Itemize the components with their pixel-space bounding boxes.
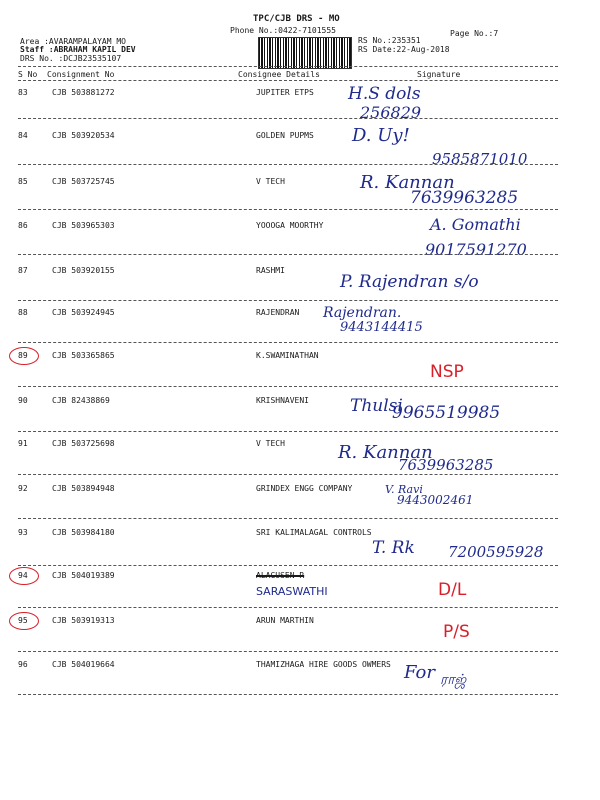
row-signature: V. Ravi [385,483,423,496]
row-sno: 88 [18,308,28,317]
row-signature-note: 7200595928 [448,543,544,561]
row-sno: 91 [18,439,28,448]
row-sno: 95 [18,616,28,625]
row-consignment: CJB 503920534 [52,131,115,140]
row-divider [18,342,558,343]
row-sno: 85 [18,177,28,186]
row-sno: 93 [18,528,28,537]
row-signature: T. Rk [372,538,415,558]
row-sno: 86 [18,221,28,230]
row-consignee: RASHMI [256,266,285,275]
row-consignee: ALAGUSEN R [256,571,305,580]
row-sno: 84 [18,131,28,140]
row-signature: R. Kannan [360,172,455,193]
row-consignment: CJB 503881272 [52,88,115,97]
row-consignment: CJB 503965303 [52,221,115,230]
row-consignee: GRINDEX ENGG COMPANY [256,484,353,493]
row-signature: P/S [443,622,470,642]
row-signature: D/L [438,580,467,600]
page-number: Page No.:7 [450,29,499,38]
row-consignment: CJB 503920155 [52,266,115,275]
row-signature: P. Rajendran s/o [340,272,479,292]
row-divider [18,651,558,652]
row-consignee: ARUN MARTHIN [256,616,314,625]
row-consignee: V TECH [256,177,285,186]
barcode-image [258,37,352,69]
phone-number: Phone No.:0422-7101555 [230,26,336,35]
row-consignment: CJB 504019664 [52,660,115,669]
rs-number: RS No.:235351 [358,36,421,45]
row-signature-note: 9585871010 [432,150,528,168]
row-signature-note: SARASWATHI [256,585,328,598]
row-divider [18,164,558,165]
rs-date: RS Date:22-Aug-2018 [358,45,450,54]
header-divider-bottom [18,80,558,81]
row-divider [18,300,558,301]
staff-label: Staff :ABRAHAM KAPIL DEV [20,45,136,54]
row-signature: H.S dols [348,84,421,104]
row-signature: For [404,662,435,683]
row-signature-note: 9017591270 [425,240,527,259]
row-sno: 89 [18,351,28,360]
row-divider [18,209,558,210]
row-consignee: V TECH [256,439,285,448]
row-signature-note: 9443144415 [340,320,423,335]
row-divider [18,694,558,695]
area-label: Area :AVARAMPALAYAM MO [20,37,126,46]
row-divider [18,254,558,255]
row-consignment: CJB 503725745 [52,177,115,186]
row-signature-note: 7639963285 [398,456,494,474]
row-consignee: GOLDEN PUPMS [256,131,314,140]
row-sno: 87 [18,266,28,275]
row-divider [18,118,558,119]
row-signature-note: ராஜ் [440,672,467,688]
row-sno: 90 [18,396,28,405]
row-divider [18,474,558,475]
row-sno: 92 [18,484,28,493]
row-consignee: THAMIZHAGA HIRE GOODS OWMERS [256,660,391,669]
column-header-consignment: Consignment No [47,70,115,79]
row-consignee: K.SWAMINATHAN [256,351,319,360]
row-signature-note: 256829 [360,103,422,122]
row-consignment: CJB 503919313 [52,616,115,625]
row-sno: 94 [18,571,28,580]
row-signature: Rajendran. [323,305,402,321]
column-header-consignee: Consignee Details [238,70,320,79]
row-divider [18,518,558,519]
row-consignee: YOOOGA MOORTHY [256,221,324,230]
row-signature-note: 9443002461 [397,493,474,507]
drs-number: DRS No. :DCJB23535107 [20,54,122,63]
column-header-sno: S No [18,70,38,79]
row-sno: 96 [18,660,28,669]
document-title: TPC/CJB DRS - MO [253,14,340,24]
column-header-signature: Signature [417,70,461,79]
row-signature: Thulsi [350,396,403,416]
row-consignment: CJB 503725698 [52,439,115,448]
row-consignment: CJB 504019389 [52,571,115,580]
row-signature: A. Gomathi [430,215,521,234]
row-signature: NSP [430,362,464,382]
row-consignment: CJB 503924945 [52,308,115,317]
row-divider [18,431,558,432]
row-signature-note: 9965519985 [392,403,501,423]
row-consignee: JUPITER ETPS [256,88,314,97]
row-divider [18,565,558,566]
row-signature-note: 7639963285 [410,188,519,208]
header-divider-top [18,66,558,67]
row-consignment: CJB 503365865 [52,351,115,360]
row-signature: R. Kannan [338,442,433,463]
row-consignment: CJB 82438869 [52,396,110,405]
row-sno: 83 [18,88,28,97]
row-signature: D. Uy! [352,125,410,146]
row-consignee: RAJENDRAN [256,308,300,317]
row-consignee: SRI KALIMALAGAL CONTROLS [256,528,372,537]
row-consignment: CJB 503894948 [52,484,115,493]
row-divider [18,386,558,387]
row-consignment: CJB 503984180 [52,528,115,537]
row-consignee: KRISHNAVENI [256,396,309,405]
row-divider [18,607,558,608]
